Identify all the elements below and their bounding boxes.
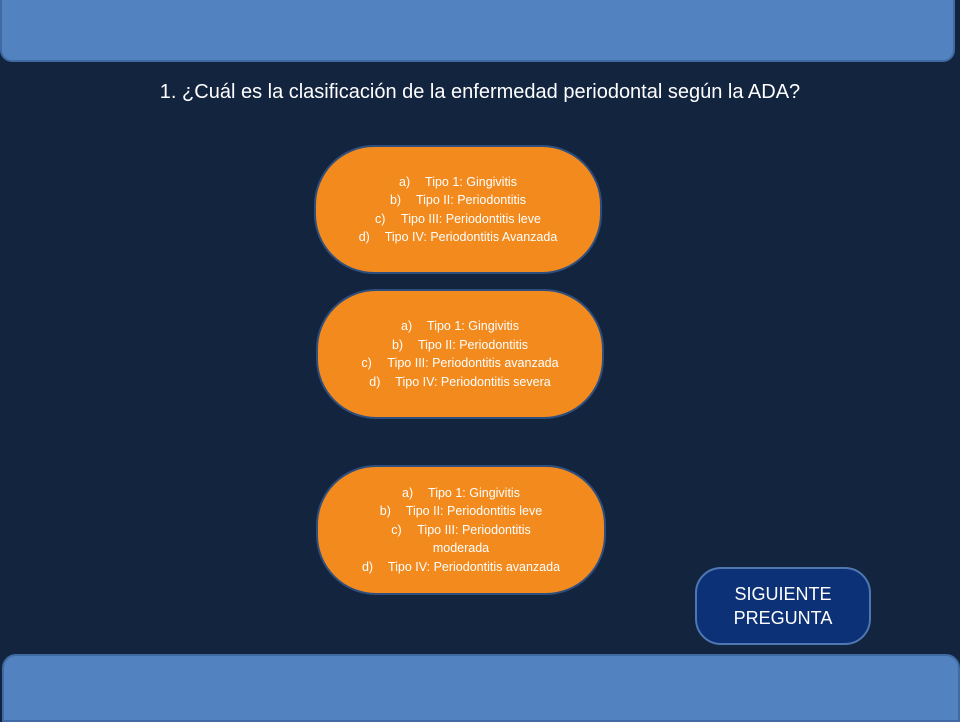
answer-1-item-b — [390, 191, 526, 210]
item-text: Tipo IV: Periodontitis severa — [395, 374, 551, 389]
answer-option-1[interactable] — [314, 145, 602, 274]
answer-2-item-d — [369, 373, 550, 392]
answer-1-item-a — [399, 173, 517, 192]
answer-3-item-c — [391, 521, 530, 540]
item-text: Tipo IV: Periodontitis avanzada — [387, 559, 561, 574]
item-text: Tipo 1: Gingivitis — [428, 485, 520, 500]
item-text: Tipo 1: Gingivitis — [427, 319, 519, 333]
item-marker: c) — [375, 211, 386, 226]
next-button-line-2: PREGUNTA — [733, 608, 833, 628]
top-banner — [0, 0, 955, 62]
item-marker: c) — [361, 356, 372, 370]
item-text: Tipo II: Periodontitis — [415, 193, 526, 207]
item-marker: d) — [358, 230, 370, 244]
item-marker: b) — [389, 193, 402, 207]
item-marker: a) — [402, 485, 414, 500]
item-text: Tipo II: Periodontitis — [417, 337, 528, 352]
item-marker: b) — [379, 504, 391, 519]
answer-option-3[interactable] — [316, 465, 606, 595]
answer-2-item-c — [361, 354, 558, 373]
answer-3-item-d — [362, 558, 560, 577]
item-marker: d) — [361, 559, 374, 574]
next-button-line-1: SIGUIENTE — [734, 584, 832, 604]
next-question-button[interactable] — [695, 567, 871, 645]
item-marker: d) — [369, 374, 381, 389]
item-marker: b) — [391, 337, 404, 352]
answer-3-item-a — [402, 484, 520, 503]
answer-option-2[interactable] — [316, 289, 604, 419]
question-title: 1. ¿Cuál es la clasificación de la enfermedad periodontal según la ADA? — [159, 81, 801, 103]
item-marker: a) — [401, 319, 413, 333]
answer-2-item-a — [401, 317, 519, 336]
item-text-continuation: moderada — [432, 541, 490, 556]
item-text: Tipo III: Periodontitis avanzada — [387, 356, 559, 370]
item-text: Tipo III: Periodontitis — [417, 522, 531, 537]
item-text: Tipo IV: Periodontitis Avanzada — [384, 230, 558, 244]
item-text: Tipo III: Periodontitis leve — [401, 211, 541, 226]
item-text: Tipo 1: Gingivitis — [425, 174, 517, 189]
item-marker: a) — [399, 174, 411, 189]
bottom-banner — [2, 654, 960, 722]
answer-1-item-d — [359, 228, 558, 247]
answer-2-item-b — [392, 336, 528, 355]
item-text: Tipo II: Periodontitis leve — [405, 504, 543, 519]
item-marker: c) — [391, 522, 402, 537]
answer-3-item-c-continuation — [433, 539, 489, 558]
answer-1-item-c — [375, 210, 541, 229]
answer-3-item-b — [380, 502, 542, 521]
